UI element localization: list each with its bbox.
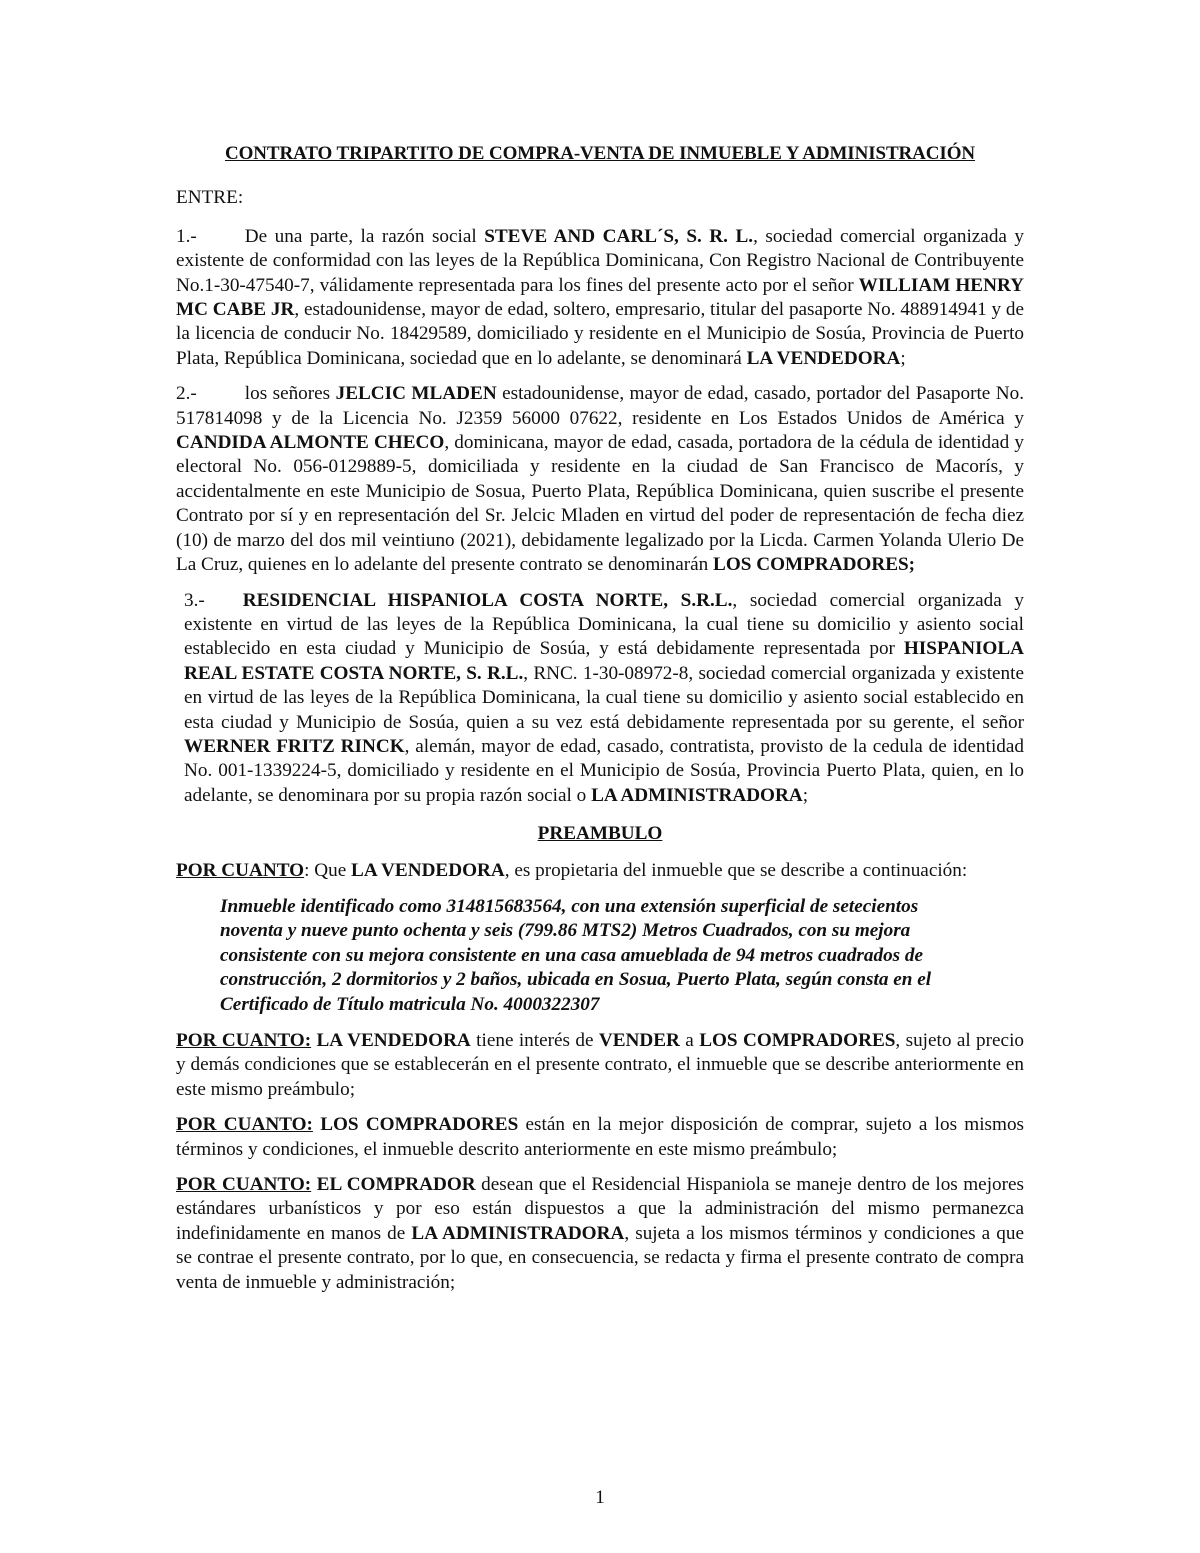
party-1-company-name: STEVE AND CARL´S, S. R. L. [484, 225, 754, 247]
por-cuanto-party: LA ADMINISTRADORA [411, 1222, 625, 1244]
party-2-paragraph [176, 382, 1024, 577]
party-3-number: 3.- [184, 589, 205, 611]
por-cuanto-1-paragraph [176, 859, 1024, 883]
por-cuanto-text: , sujeta a los mismos términos y condiciones a que se contrae el presente contrato, por lo que, en consecuencia, se redacta y firma el presente contrato de compra venta de inmueble y administración; [176, 1222, 1024, 1293]
party-2-number: 2.- [176, 383, 197, 405]
por-cuanto-party: LA VENDEDORA [316, 1030, 471, 1051]
entre-heading: ENTRE: [176, 187, 244, 209]
por-cuanto-party: LA VENDEDORA [351, 859, 505, 881]
por-cuanto-text: desean que el Residencial Hispaniola se maneje dentro de los mejores estándares urbanísticos y por eso están dispuestos a que la administración del mismo permanezca indefinidamente en manos de [176, 1174, 1024, 1244]
document-title: CONTRATO TRIPARTITO DE COMPRA-VENTA DE INMUEBLE Y ADMINISTRACIÓN [224, 143, 976, 164]
party-2-role: LOS COMPRADORES; [713, 554, 916, 576]
por-cuanto-party: LOS COMPRADORES [699, 1030, 896, 1051]
party-3-paragraph [176, 589, 1024, 809]
por-cuanto-action: VENDER [598, 1030, 680, 1051]
party-2-text: los señores [244, 383, 336, 405]
party-3-manager-name: WERNER FRITZ RINCK [184, 735, 405, 757]
por-cuanto-4-paragraph [176, 1173, 1024, 1295]
party-3-company-name: RESIDENCIAL HISPANIOLA COSTA NORTE, S.R.L. [242, 589, 733, 611]
party-3-text: , alemán, mayor de edad, casado, contratista, provisto de la cedula de identidad No. 001-1339224-5, domiciliado y residente en el Municipio de Sosúa, Provincia Puerto Plata, quien, en lo adelante, se denominara por su propia razón social o [184, 735, 1024, 806]
party-1-text: ; [900, 347, 906, 369]
preamble-heading: PREAMBULO [537, 823, 663, 845]
por-cuanto-2-paragraph [176, 1029, 1024, 1102]
por-cuanto-3-paragraph [176, 1113, 1024, 1162]
party-3-text: , RNC. 1-30-08972-8, sociedad comercial organizada y existente en virtud de las leyes de la República Dominicana, la cual tiene su domicilio y asiento social establecido en esta ciudad y Municipio de Sosúa, quien a su vez está debidamente representada por su gerente, el señor [184, 662, 1024, 733]
party-2-text: estadounidense, mayor de edad, casado, portador del Pasaporte No. 517814098 y de la Licencia No. J2359 56000 07622, residente en Los Estados Unidos de América y [176, 383, 1025, 429]
party-3-role: LA ADMINISTRADORA [591, 784, 803, 806]
por-cuanto-text: : Que [304, 859, 352, 881]
por-cuanto-party: EL COMPRADOR [316, 1174, 476, 1196]
party-2-buyer-name: JELCIC MLADEN [335, 383, 497, 405]
por-cuanto-text: , es propietaria del inmueble que se describe a continuación: [504, 859, 968, 881]
por-cuanto-label: POR CUANTO: [176, 1114, 313, 1136]
por-cuanto-label: POR CUANTO: [176, 1030, 312, 1051]
property-description: Inmueble identificado como 314815683564, con una extensión superficial de setecientos noventa y nueve punto ochenta y seis (799.86 MTS2) Metros Cuadrados, con su mejora consistente con su mejora consistente en una casa amueblada de 94 metros cuadrados de construcción, 2 dormitorios y 2 baños, ubicada en Sosua, Puerto Plata, según consta en el Certificado de Título matricula No. 4000322307 [220, 895, 932, 1015]
party-1-text: De una parte, la razón social [244, 225, 485, 247]
document-body [176, 142, 1024, 1306]
party-3-text: ; [802, 784, 809, 806]
por-cuanto-text: están en la mejor disposición de comprar, sujeto a los mismos términos y condiciones, el inmueble descrito anteriormente en este mismo preámbulo; [176, 1114, 1025, 1160]
por-cuanto-label: POR CUANTO [176, 859, 305, 881]
page-number: 1 [595, 1487, 605, 1508]
por-cuanto-party: LOS COMPRADORES [320, 1114, 519, 1136]
party-3-representative-company: HISPANIOLA REAL ESTATE COSTA NORTE, S. R.L. [184, 638, 1024, 684]
por-cuanto-text: a [679, 1030, 700, 1051]
party-1-role: LA VENDEDORA [746, 347, 901, 369]
party-1-number: 1.- [176, 225, 197, 247]
por-cuanto-label: POR CUANTO: [176, 1174, 312, 1196]
por-cuanto-text: tiene interés de [470, 1030, 599, 1051]
party-2-text: , dominicana, mayor de edad, casada, portadora de la cédula de identidad y electoral No. 056-0129889-5, domiciliada y residente en la ciudad de San Francisco de Macorís, y accidentalmente en este Municipio de Sosua, Puerto Plata, República Dominicana, quien suscribe el presente Contrato por sí y en representación del Sr. Jelcic Mladen en virtud del poder de representación de fecha diez (10) de marzo del dos mil veintiuno (2021), debidamente legalizado por la Licda. Carmen Yolanda Ulerio De La Cruz, quienes en lo adelante del presente contrato se denominarán [176, 432, 1024, 576]
party-1-text: , estadounidense, mayor de edad, soltero, empresario, titular del pasaporte No. 488914941 y de la licencia de conducir No. 18429589, domiciliado y residente en el Municipio de Sosúa, Provincia de Puerto Plata, República Dominicana, sociedad que en lo adelante, se denominará [176, 299, 1025, 369]
party-1-paragraph [176, 225, 1024, 371]
por-cuanto-text: , sujeto al precio y demás condiciones que se establecerán en el presente contrato, el inmueble que se describe anteriormente en este mismo preámbulo; [176, 1030, 1024, 1100]
party-2-buyer-name: CANDIDA ALMONTE CHECO [176, 432, 445, 454]
party-1-representative-name: WILLIAM HENRY MC CABE JR [176, 274, 1024, 321]
party-3-text: , sociedad comercial organizada y existente en virtud de las leyes de la República Dominicana, la cual tiene su domicilio y asiento social establecido en esta ciudad y Municipio de Sosúa, y está debidamente representada por [184, 589, 1024, 660]
party-1-text: , sociedad comercial organizada y existente de conformidad con las leyes de la República Dominicana, Con Registro Nacional de Contribuyente No.1-30-47540-7, válidamente representada para los fines del presente acto por el señor [176, 225, 1025, 296]
